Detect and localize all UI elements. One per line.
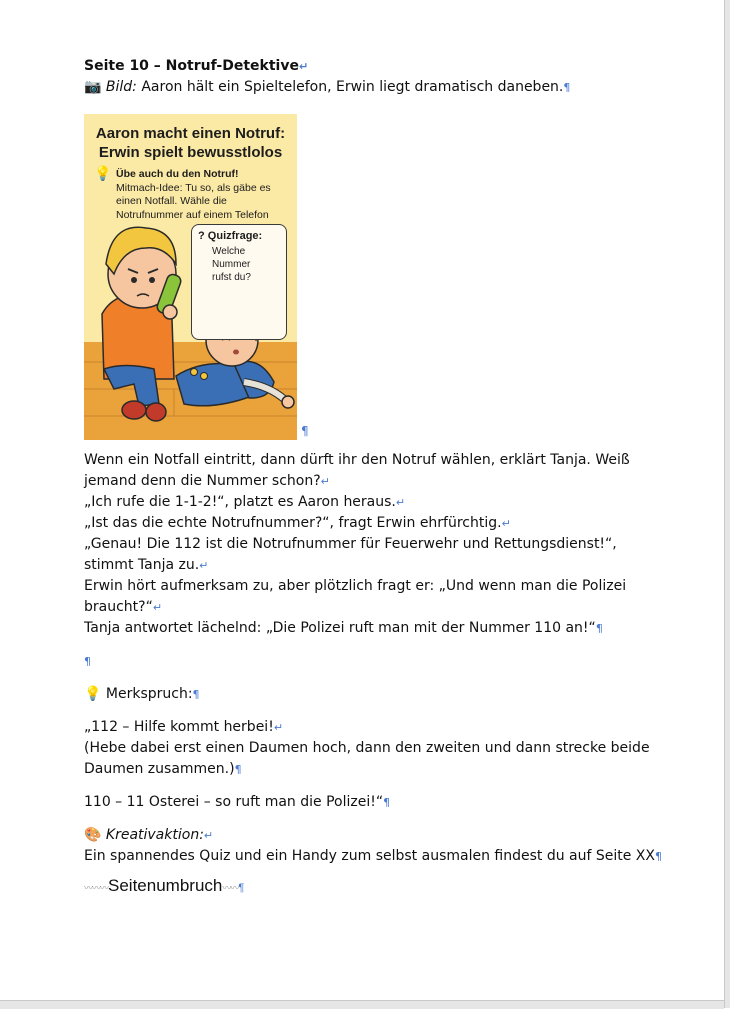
paragraph-mark: ¶ (301, 424, 309, 438)
image-caption[interactable]: 📷 Bild: Aaron hält ein Spieltelefon, Erwin liegt dramatisch daneben.¶ (84, 79, 571, 95)
document-window-edge (724, 0, 730, 1008)
story-line: „Ich rufe die 1-1-2!“, platzt es Aaron heraus. (84, 494, 396, 510)
page-title[interactable]: Seite 10 – Notruf-Detektive↵ (84, 58, 309, 74)
image-caption-label: Bild: (105, 79, 137, 95)
illustration-title: Aaron macht einen Notruf: Erwin spielt bewusstlolos (95, 125, 286, 161)
illustration-tip: 💡 Übe auch du den Notruf! Mitmach-Idee: Tu so, als gäbe es einen Notfall. Wähle die Notrufnummer auf einem Telefon (94, 165, 271, 221)
story-line: jemand denn die Nummer schon? (84, 473, 321, 489)
question-mark-icon: ? (198, 230, 205, 242)
story-line: „Ist das die echte Notrufnummer?“, fragt Erwin ehrfürchtig. (84, 515, 502, 531)
lightbulb-icon: 💡 (84, 686, 102, 702)
story-line: Wenn ein Notfall eintritt, dann dürft ihr den Notruf wählen, erklärt Tanja. Weiß (84, 452, 630, 468)
illustration-image[interactable] (84, 114, 297, 440)
page-break-marker[interactable]: 〰〰〰Seitenumbruch〰〰¶ (84, 876, 245, 895)
camera-icon: 📷 (84, 79, 102, 95)
merkspruch-rhyme-police[interactable]: 110 – 11 Osterei – so ruft man die Polizei!“¶ (84, 794, 391, 810)
story-line: Erwin hört aufmerksam zu, aber plötzlich fragt er: „Und wenn man die Polizei (84, 578, 627, 594)
kreativaktion[interactable]: 🎨 Kreativaktion:↵ Ein spannendes Quiz und ein Handy zum selbst ausmalen findest du auf Seite XX¶ (84, 827, 662, 864)
merkspruch-rhyme[interactable]: „112 – Hilfe kommt herbei!↵ (Hebe dabei erst einen Daumen hoch, dann den zweiten und dann strecke beide Daumen zusammen.)¶ (84, 719, 650, 777)
lightbulb-icon: 💡 (94, 165, 112, 181)
illustration-block[interactable] (84, 108, 324, 438)
palette-icon: 🎨 (84, 827, 102, 843)
story-line: „Genau! Die 112 ist die Notrufnummer für Feuerwehr und Rettungsdienst!“, (84, 536, 617, 552)
story-line: Tanja antwortet lächelnd: „Die Polizei ruft man mit der Nummer 110 an!“ (84, 620, 596, 636)
story-line: braucht?“ (84, 599, 153, 615)
image-caption-text: Aaron hält ein Spieltelefon, Erwin liegt dramatisch daneben. (141, 79, 564, 95)
document-page[interactable] (84, 56, 704, 899)
empty-paragraph-mark: ¶ (84, 655, 91, 668)
story-paragraph[interactable]: Wenn ein Notfall eintritt, dann dürft ihr den Notruf wählen, erklärt Tanja. Weiß jemand denn die Nummer schon?↵ „Ich rufe die 1-1-2!“, platzt es Aaron heraus.↵ „Ist das die echte Notrufnummer?“, fragt Erwin ehrfürchtig.↵ „Genau! Die 112 ist die Notrufnummer für Feuerwehr und Rettungsdienst!“, stimmt Tanja zu.↵ Erwin hört aufmerksam zu, aber plötzlich fragt er: „Und wenn man die Polizei braucht?“↵ Tanja antwortet lächelnd: „Die Polizei ruft man mit der Nummer 110 an!“¶ (84, 450, 704, 639)
quiz-box: ? Quizfrage: Welche Nummer rufst du? (191, 224, 287, 340)
merkspruch-heading[interactable]: 💡 Merkspruch:¶ (84, 686, 200, 702)
story-line: stimmt Tanja zu. (84, 557, 200, 573)
